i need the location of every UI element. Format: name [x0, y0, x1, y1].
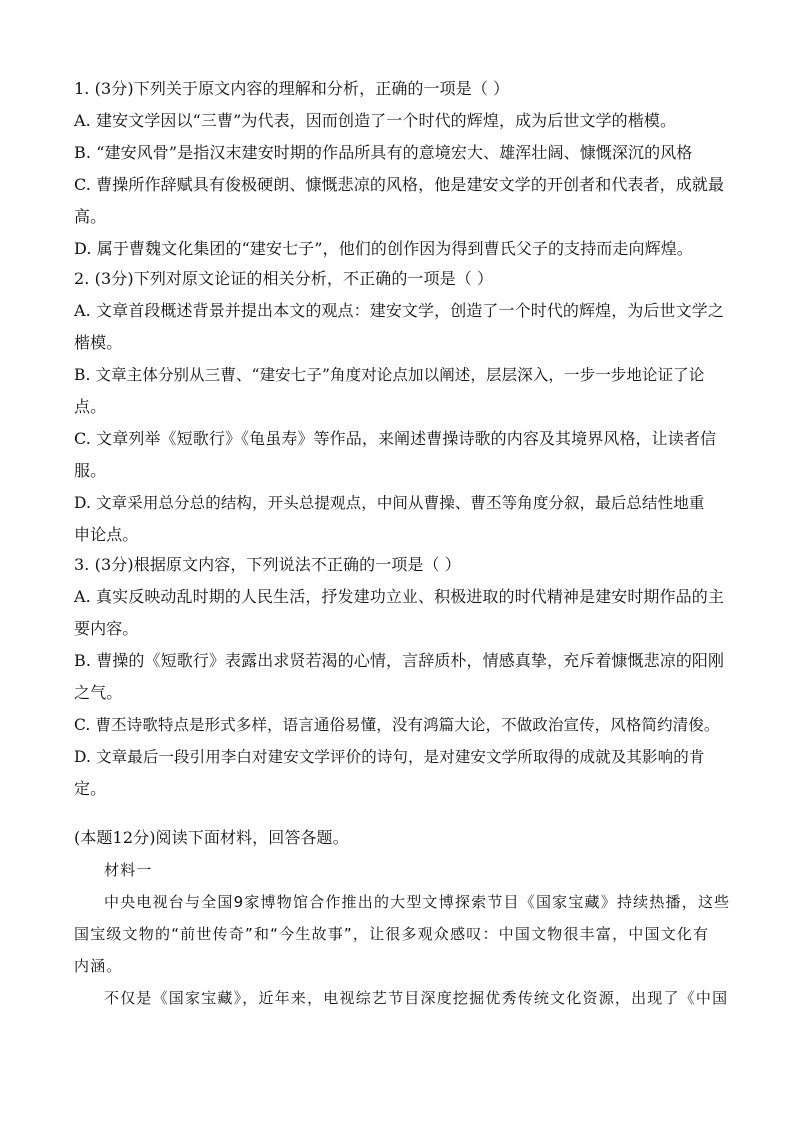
question-2-option-b-cont: 点。	[74, 397, 107, 416]
question-2-option-d-cont: 申论点。	[74, 525, 139, 544]
material-title: 材料一	[104, 861, 153, 879]
question-3-option-a: A. 真实反映动乱时期的人民生活，抒发建功立业、积极进取的时代精神是建安时期作品的主	[74, 587, 724, 606]
section-intro: (本题12分)阅读下面材料，回答各题。	[74, 828, 349, 847]
question-2-option-b: B. 文章主体分别从三曹、“建安七子”角度对论点加以阐述，层层深入，一步一步地论证了论	[74, 366, 705, 384]
question-3-option-b: B. 曹操的《短歌行》表露出求贤若渴的心情，言辞质朴，情感真挚，充斥着慷慨悲凉的阳刚	[74, 651, 725, 670]
question-3-option-d-cont: 定。	[74, 779, 107, 798]
question-3-option-c: C. 曹丕诗歌特点是形式多样，语言通俗易懂，没有鸿篇大论，不做政治宣传，风格简约清俊。	[74, 716, 720, 734]
material-paragraph-1-line-2: 国宝级文物的“前世传奇”和“今生故事”，让很多观众感叹：中国文物很丰富，中国文化有	[74, 925, 710, 943]
question-1-option-b: B. “建安风骨”是指汉末建安时期的作品所具有的意境宏大、雄浑壮阔、慷慨深沉的风格	[74, 143, 693, 162]
question-1-stem: 1. (3分)下列关于原文内容的理解和分析，正确的一项是（ ）	[74, 79, 510, 98]
question-3-option-d: D. 文章最后一段引用李白对建安文学评价的诗句，是对建安文学所取得的成就及其影响的肯	[74, 748, 705, 766]
question-2-stem: 2. (3分)下列对原文论证的相关分析，不正确的一项是（ ）	[74, 269, 494, 288]
question-3-option-b-cont: 之气。	[74, 683, 123, 702]
question-1-option-c-cont: 高。	[74, 207, 107, 226]
material-paragraph-2-line-1: 不仅是《国家宝藏》，近年来，电视综艺节目深度挖掘优秀传统文化资源，出现了《中国	[104, 989, 729, 1007]
question-2-option-c: C. 文章列举《短歌行》《龟虽寿》等作品，来阐述曹操诗歌的内容及其境界风格，让读者信	[74, 429, 717, 448]
question-2-option-c-cont: 服。	[74, 461, 107, 480]
question-1-option-a: A. 建安文学因以“三曹”为代表，因而创造了一个时代的辉煌，成为后世文学的楷模。	[74, 111, 677, 130]
question-2-option-d: D. 文章采用总分总的结构，开头总提观点，中间从曹操、曹丕等角度分叙，最后总结性地重	[74, 494, 705, 512]
question-2-option-a-cont: 楷模。	[74, 333, 123, 352]
question-3-option-a-cont: 要内容。	[74, 619, 139, 638]
question-1-option-c: C. 曹操所作辞赋具有俊极硬朗、慷慨悲凉的风格，他是建安文学的开创者和代表者，成就最	[74, 175, 725, 194]
question-2-option-a: A. 文章首段概述背景并提出本文的观点：建安文学，创造了一个时代的辉煌，为后世文学之	[74, 301, 724, 320]
material-paragraph-1-line-1: 中央电视台与全国9家博物馆合作推出的大型文博探索节目《国家宝藏》持续热播，这些	[104, 893, 731, 911]
question-1-option-d: D. 属于曹魏文化集团的“建安七子”，他们的创作因为得到曹氏父子的支持而走向辉煌。	[74, 239, 693, 258]
question-3-stem: 3. (3分)根据原文内容，下列说法不正确的一项是（ ）	[74, 555, 461, 574]
material-paragraph-1-line-3: 内涵。	[74, 957, 123, 975]
